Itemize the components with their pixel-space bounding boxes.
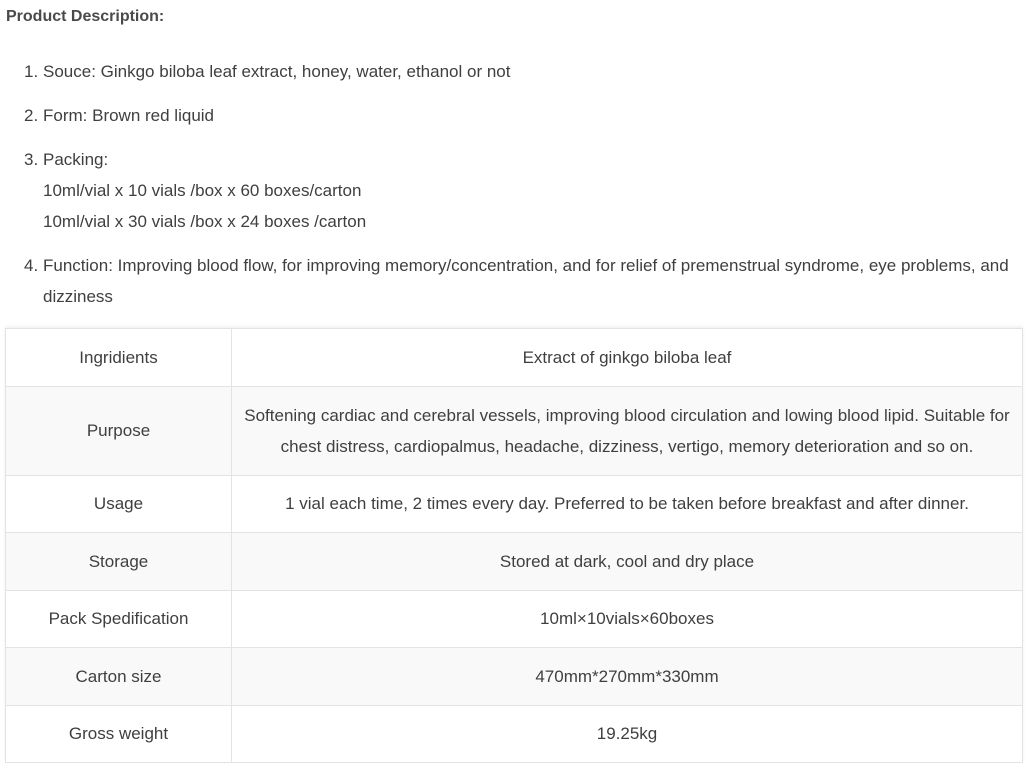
row-value: Extract of ginkgo biloba leaf: [232, 329, 1023, 387]
list-item-text: Form: Brown red liquid: [43, 106, 215, 125]
row-label: Carton size: [6, 648, 232, 706]
list-item-packing: [24, 144, 1019, 237]
list-item-number: 3.: [24, 150, 39, 169]
list-item-text: 10ml/vial x 10 vials /box x 60 boxes/carton: [43, 181, 362, 200]
row-label: Purpose: [6, 386, 232, 475]
table-row: [6, 590, 1023, 648]
row-value: Softening cardiac and cerebral vessels, improving blood circulation and lowing blood lipid. Suitable for chest distress, cardiopalmus, headache, dizziness, vertigo, memory deterioration and so on.: [232, 386, 1023, 475]
section-heading: Product Description:: [6, 8, 165, 25]
row-label: Storage: [6, 533, 232, 591]
row-label: Usage: [6, 475, 232, 533]
row-label: Ingridients: [6, 329, 232, 387]
list-item-form: [24, 100, 1019, 131]
list-item-source: [24, 56, 1019, 87]
list-item-function: [24, 250, 1019, 312]
table-row: [6, 648, 1023, 706]
row-value: 1 vial each time, 2 times every day. Preferred to be taken before breakfast and after dinner.: [232, 475, 1023, 533]
row-value: 470mm*270mm*330mm: [232, 648, 1023, 706]
specification-table: [5, 328, 1023, 763]
row-label: Pack Spedification: [6, 590, 232, 648]
table-row: [6, 386, 1023, 475]
list-item-text: Function: Improving blood flow, for improving memory/concentration, and for relief of premenstrual syndrome, eye problems, and dizziness: [43, 256, 1009, 306]
list-item-text: Packing:: [43, 150, 109, 169]
list-item-text: Souce: Ginkgo biloba leaf extract, honey, water, ethanol or not: [43, 62, 511, 81]
row-label: Gross weight: [6, 705, 232, 763]
list-item-number: 2.: [24, 106, 39, 125]
table-row: [6, 329, 1023, 387]
table-row: [6, 705, 1023, 763]
list-item-number: 1.: [24, 62, 39, 81]
row-value: 10ml×10vials×60boxes: [232, 590, 1023, 648]
row-value: Stored at dark, cool and dry place: [232, 533, 1023, 591]
list-item-number: 4.: [24, 256, 39, 275]
list-item-text: 10ml/vial x 30 vials /box x 24 boxes /carton: [43, 212, 367, 231]
description-list: [24, 56, 1019, 325]
table-row: [6, 475, 1023, 533]
table-row: [6, 533, 1023, 591]
row-value: 19.25kg: [232, 705, 1023, 763]
